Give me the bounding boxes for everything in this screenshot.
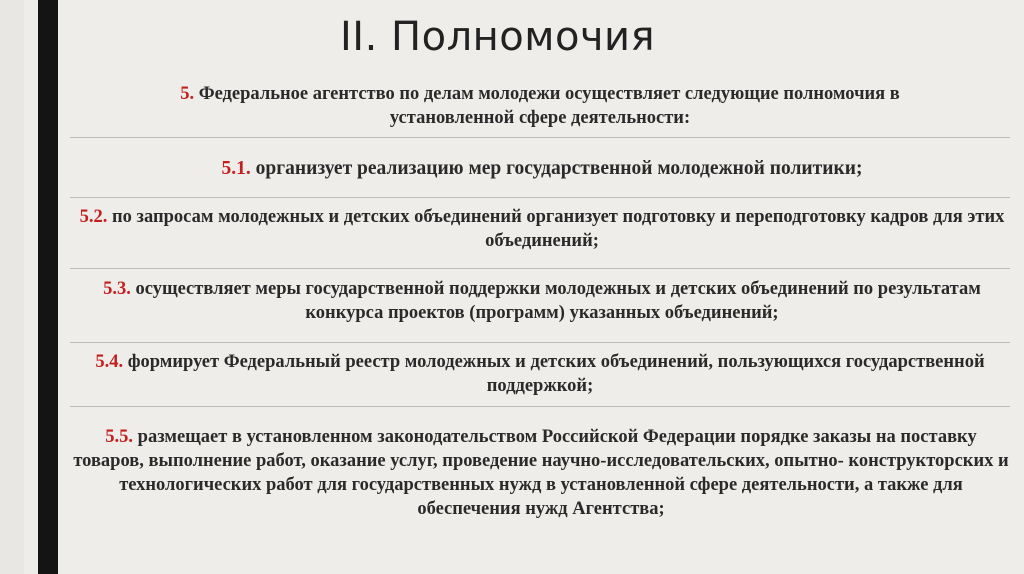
item-text: формирует Федеральный реестр молодежных и детских объединений, пользующихся государственной поддержкой; — [127, 352, 985, 396]
item-text: организует реализацию мер государственной молодежной политики; — [255, 158, 863, 179]
item-number: 5.3. — [103, 279, 131, 299]
list-item-5-3 — [70, 277, 1014, 325]
divider — [70, 342, 1010, 343]
list-item-5-2 — [70, 205, 1014, 253]
item-text: по запросам молодежных и детских объединений организует подготовку и переподготовку кадров для этих объединений; — [112, 207, 1005, 251]
list-item-5 — [120, 82, 960, 130]
left-margin-panel — [0, 0, 24, 574]
decorative-stripe — [38, 0, 58, 574]
list-item-5-5 — [66, 425, 1016, 521]
slide-title: II. Полномочия — [340, 14, 656, 60]
list-item-5-1 — [70, 157, 1014, 181]
item-number: 5.5. — [105, 427, 134, 447]
item-number: 5.2. — [79, 207, 108, 227]
item-number: 5. — [180, 84, 195, 104]
divider — [70, 268, 1010, 269]
item-number: 5.1. — [221, 158, 251, 179]
item-text: размещает в установленном законодательством Российской Федерации порядке заказы на поставку товаров, выполнение работ, оказание услуг, проведение научно-исследовательских, опытно- конструкторских и технологических работ для государственных нужд в установленной сфере деятельности, а также для обеспечения нужд Агентства; — [73, 427, 1009, 519]
item-text: Федеральное агентство по делам молодежи осуществляет следующие полномочия в установленной сфере деятельности: — [198, 84, 900, 128]
divider — [70, 197, 1010, 198]
item-text: осуществляет меры государственной поддержки молодежных и детских объединений по результатам конкурса проектов (программ) указанных объединений; — [135, 279, 981, 323]
item-number: 5.4. — [95, 352, 124, 372]
divider — [70, 406, 1010, 407]
divider — [70, 137, 1010, 138]
list-item-5-4 — [90, 350, 990, 398]
